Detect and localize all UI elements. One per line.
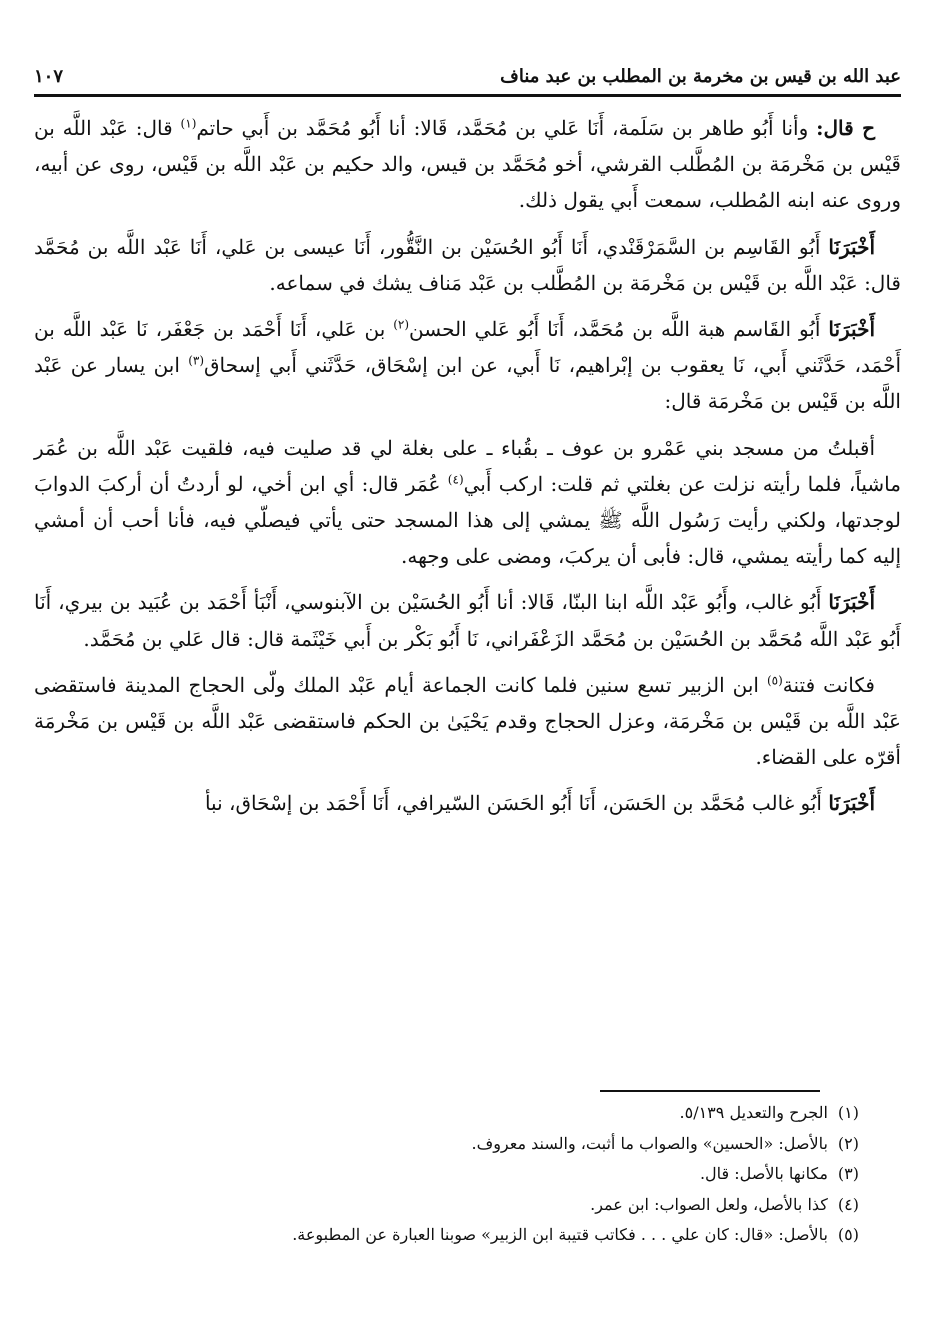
paragraph-text: أَبُو القَاسم هبة اللَّه بن مُحَمَّد، أَنَا أَبُو عَلي الحسن [409, 317, 829, 342]
paragraph-lead: أَخْبَرَنَا [828, 234, 875, 259]
paragraph-text: أَبُو غالب مُحَمَّد بن الحَسَن، أَنَا أَبُو الحَسَن السّيرافي، أَنَا أَحْمَد بن إسْحَاق، نبأ [204, 791, 829, 816]
footnote [120, 1159, 859, 1190]
footnote-marker: (٣) [188, 353, 205, 368]
footnote [120, 1129, 859, 1160]
paragraph-lead: أَخْبَرَنَا [828, 590, 875, 615]
paragraph [34, 110, 901, 219]
footnote-marker: (١) [180, 116, 197, 131]
footnote-marker: (٥) [766, 673, 783, 688]
paragraph-text: أَبُو غالب، وأَبُو عَبْد اللَّه ابنا البنّا، قَالا: أنا أَبُو الحُسَيْن بن الآبنوسي، أَنْبَأ أَحْمَد بن عُبَيد بن بيري، أَنَا أَبُو عَبْد اللَّه مُحَمَّد بن الحُسَيْن بن مُحَمَّد الزَعْفَراني، نَا أَبُو بَكْر بن أَبي خَيْثَمة قال: قال عَلي بن مُحَمَّد. [34, 590, 901, 651]
footnote-marker: (٢) [393, 317, 410, 332]
paragraph-text: ابن الزبير تسع سنين فلما كانت الجماعة أيام عَبْد الملك ولّى الحجاج المدينة فاستقضى عَبْد اللَّه بن قَيْس بن مَخْرمَة، وعزل الحجاج وقدم يَحْيَىٰ بن الحكم فاستقضى عَبْد اللَّه بن قَيْس بن مَخْرمَة أقرّه على القضاء. [34, 672, 901, 770]
footnote-text: كذا بالأصل، ولعل الصواب: ابن عمر. [590, 1194, 828, 1214]
footnote-marker: (٤) [447, 472, 464, 487]
paragraph-lead: أَخْبَرَنَا [828, 791, 875, 816]
footnote-number: (٢) [837, 1133, 859, 1153]
footnote-number: (٥) [837, 1225, 859, 1244]
paragraph [34, 311, 901, 420]
main-text [34, 110, 901, 832]
footnote-text: بالأصل: «الحسين» والصواب ما أثبت، والسند معروف. [471, 1133, 828, 1153]
paragraph [34, 667, 901, 776]
paragraph-text: أَبُو القَاسِم بن السَّمَرْقَنْدي، أَنَا أَبُو الحُسَيْن بن النَّقُّور، أَنَا عيسى بن عَلي، أَنَا عَبْد اللَّه بن مُحَمَّد قال: عَبْد اللَّه بن قَيْس بن مَخْرمَة بن المُطَّلب بن عَبْد مَناف يشك في سماعه. [34, 234, 901, 295]
footnotes [120, 1098, 859, 1251]
footnote-text: الجرح والتعديل ٥/١٣٩. [679, 1103, 828, 1122]
paragraph-text: أقبلتُ من مسجد بني عَمْرو بن عوف ـ بقُباء ـ على بغلة لي قد صليت فيه، فلقيت عَبْد اللَّه بن عُمَر ماشياً، فلما رأيته نزلت عن بغلتي ثم قلت: اركب أَبي [34, 435, 901, 496]
footnote-divider [600, 1090, 820, 1092]
footnote-text: مكانها بالأصل: قال. [699, 1164, 828, 1183]
footnote [120, 1220, 859, 1251]
running-title: عبد الله بن قيس بن مخرمة بن المطلب بن عبد مناف [500, 65, 901, 87]
footnote-number: (٤) [837, 1194, 859, 1214]
paragraph-text: قال: عَبْد اللَّه بن قَيْس بن مَخْرمَة بن المُطَّلب القرشي، أخو مُحَمَّد بن قيس، والد حكيم بن عَبْد اللَّه بن قَيْس، روى عن أبيه، وروى عنه ابنه المُطلب، سمعت أَبي يقول ذلك. [34, 116, 901, 213]
paragraph-lead: أَخْبَرَنَا [828, 317, 875, 342]
paragraph-text: عُمَر قال: أي ابن أخي، لو أردتُ أن أركبَ الدوابَ لوجدتها، ولكني رأيت رَسُول اللَّه ﷺ يمشي إلى هذا المسجد حتى يأتي فيصلّي فيه، فأنا أحب أن أمشي إليه كما رأيته يمشي، قال: فأبى أن يركبَ، ومضى على وجهه. [34, 471, 901, 569]
paragraph [34, 584, 901, 656]
page-number: ١٠٧ [34, 65, 64, 87]
paragraph [34, 785, 901, 821]
page-header [34, 58, 901, 97]
footnote [120, 1098, 859, 1129]
footnote [120, 1190, 859, 1221]
footnote-number: (١) [837, 1103, 859, 1122]
paragraph-text: بن عَلي، أَنَا أَحْمَد بن جَعْفَر، نَا عَبْد اللَّه بن أَحْمَد، حَدَّثَني أَبي، نَا يعقوب بن إبْراهيم، نَا أَبي، عن ابن إسْحَاق، حَدَّثَني أَبي إسحاق [34, 317, 901, 378]
paragraph-text: وأنا أَبُو طاهر بن سَلَمة، أَنَا عَلي بن مُحَمَّد، قَالا: أنا أَبُو مُحَمَّد بن أَبي حاتم [196, 116, 817, 140]
paragraph-text: ابن يسار عن عَبْد اللَّه بن قَيْس بن مَخْرمَة قال: [34, 353, 901, 414]
footnote-text: بالأصل: «قال: كان علي . . . فكاتب قتيبة ابن الزبير» صوبنا العبارة عن المطبوعة. [292, 1225, 828, 1244]
paragraph [34, 430, 901, 575]
paragraph [34, 229, 901, 301]
paragraph-lead: ح قال: [816, 116, 876, 140]
footnote-number: (٣) [837, 1164, 859, 1183]
paragraph-text: فكانت فتنة [782, 672, 875, 697]
